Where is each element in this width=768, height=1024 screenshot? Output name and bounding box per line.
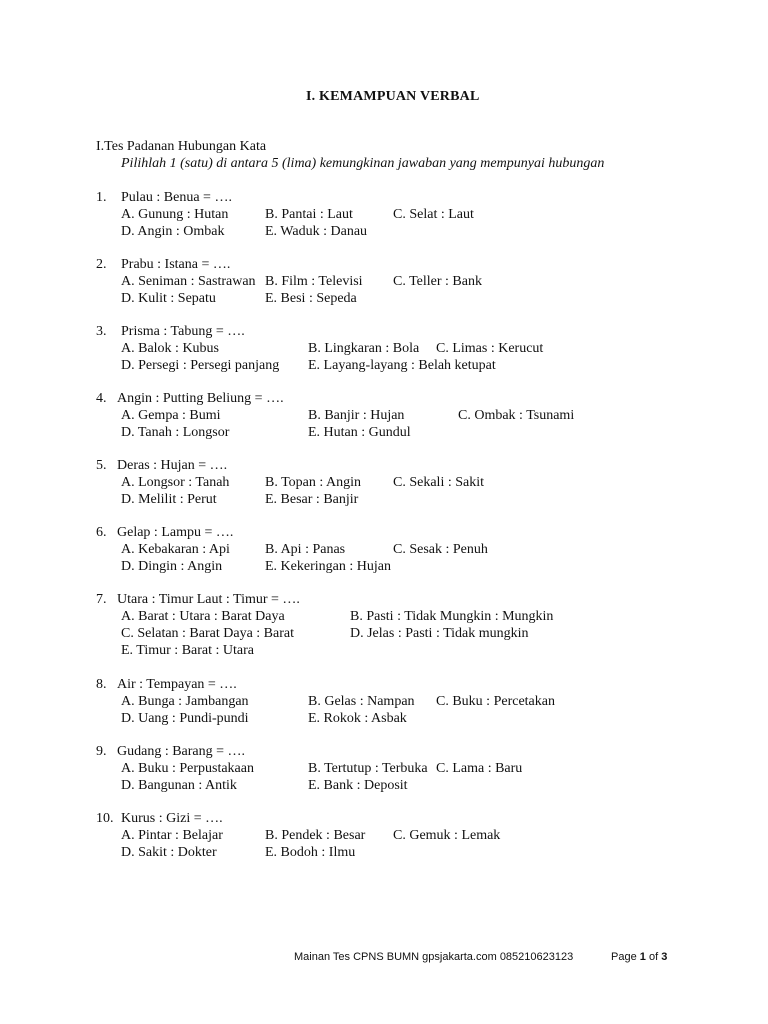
question-number: 5. xyxy=(96,458,107,473)
page-total: 3 xyxy=(661,951,668,963)
question-number: 7. xyxy=(96,592,107,607)
option-a: A. Bunga : Jambangan xyxy=(121,694,249,709)
option-e: E. Layang-layang : Belah ketupat xyxy=(308,358,496,373)
option-e: E. Bank : Deposit xyxy=(308,778,408,793)
question-prompt: Deras : Hujan = …. xyxy=(117,458,228,473)
option-c: C. Selat : Laut xyxy=(393,207,474,222)
question-prompt: Angin : Putting Beliung = …. xyxy=(117,391,284,406)
option-c: C. Gemuk : Lemak xyxy=(393,828,501,843)
option-d: D. Bangunan : Antik xyxy=(121,778,237,793)
option-b: B. Gelas : Nampan xyxy=(308,694,415,709)
page-of: of xyxy=(648,951,659,963)
option-e: E. Hutan : Gundul xyxy=(308,425,411,440)
option-c: C. Lama : Baru xyxy=(436,761,523,776)
option-b: B. Pendek : Besar xyxy=(265,828,366,843)
option-a: A. Gunung : Hutan xyxy=(121,207,229,222)
option-b: B. Topan : Angin xyxy=(265,475,361,490)
section-heading: I.Tes Padanan Hubungan Kata xyxy=(96,139,267,154)
option-b: B. Banjir : Hujan xyxy=(308,408,405,423)
question-number: 1. xyxy=(96,190,107,205)
option-a: A. Longsor : Tanah xyxy=(121,475,230,490)
option-c: C. Buku : Percetakan xyxy=(436,694,555,709)
page-label: Page xyxy=(611,951,637,963)
option-e: E. Timur : Barat : Utara xyxy=(121,643,254,658)
option-e: E. Bodoh : Ilmu xyxy=(265,845,356,860)
question-number: 10. xyxy=(96,811,114,826)
question-number: 2. xyxy=(96,257,107,272)
question-prompt: Pulau : Benua = …. xyxy=(121,190,232,205)
option-c: C. Sekali : Sakit xyxy=(393,475,484,490)
option-b: B. Pasti : Tidak Mungkin : Mungkin xyxy=(350,609,554,624)
question-number: 4. xyxy=(96,391,107,406)
option-b: B. Film : Televisi xyxy=(265,274,363,289)
instruction-text: Pilihlah 1 (satu) di antara 5 (lima) kemungkinan jawaban yang mempunyai hubungan xyxy=(121,156,605,171)
option-a: A. Kebakaran : Api xyxy=(121,542,230,557)
option-c: C. Limas : Kerucut xyxy=(436,341,544,356)
option-c: C. Teller : Bank xyxy=(393,274,482,289)
option-d: D. Tanah : Longsor xyxy=(121,425,230,440)
question-prompt: Air : Tempayan = …. xyxy=(117,677,237,692)
option-b: B. Lingkaran : Bola xyxy=(308,341,420,356)
question-number: 9. xyxy=(96,744,107,759)
option-d: D. Angin : Ombak xyxy=(121,224,225,239)
option-d: D. Sakit : Dokter xyxy=(121,845,217,860)
option-c: C. Selatan : Barat Daya : Barat xyxy=(121,626,294,641)
option-d: D. Jelas : Pasti : Tidak mungkin xyxy=(350,626,529,641)
option-a: A. Pintar : Belajar xyxy=(121,828,223,843)
option-d: D. Melilit : Perut xyxy=(121,492,217,507)
question-prompt: Gelap : Lampu = …. xyxy=(117,525,234,540)
question-prompt: Prabu : Istana = …. xyxy=(121,257,231,272)
option-d: D. Uang : Pundi-pundi xyxy=(121,711,249,726)
option-e: E. Waduk : Danau xyxy=(265,224,368,239)
question-prompt: Gudang : Barang = …. xyxy=(117,744,246,759)
page-indicator xyxy=(611,949,667,966)
page-current: 1 xyxy=(639,951,646,963)
question-prompt: Kurus : Gizi = …. xyxy=(121,811,223,826)
question-number: 6. xyxy=(96,525,107,540)
question-prompt: Utara : Timur Laut : Timur = …. xyxy=(117,592,300,607)
question-number: 3. xyxy=(96,324,107,339)
option-b: B. Tertutup : Terbuka xyxy=(308,761,428,776)
option-b: B. Api : Panas xyxy=(265,542,346,557)
option-d: D. Dingin : Angin xyxy=(121,559,223,574)
question-number: 8. xyxy=(96,677,107,692)
option-c: C. Ombak : Tsunami xyxy=(458,408,575,423)
option-b: B. Pantai : Laut xyxy=(265,207,353,222)
option-a: A. Barat : Utara : Barat Daya xyxy=(121,609,285,624)
option-a: A. Gempa : Bumi xyxy=(121,408,221,423)
option-e: E. Kekeringan : Hujan xyxy=(265,559,391,574)
footer-text: Mainan Tes CPNS BUMN gpsjakarta.com 085210623123 xyxy=(294,951,574,963)
option-e: E. Besar : Banjir xyxy=(265,492,359,507)
option-c: C. Sesak : Penuh xyxy=(393,542,488,557)
question-prompt: Prisma : Tabung = …. xyxy=(121,324,245,339)
option-e: E. Besi : Sepeda xyxy=(265,291,357,306)
page-title: I. KEMAMPUAN VERBAL xyxy=(306,89,480,104)
option-a: A. Balok : Kubus xyxy=(121,341,219,356)
option-e: E. Rokok : Asbak xyxy=(308,711,407,726)
option-d: D. Persegi : Persegi panjang xyxy=(121,358,280,373)
option-d: D. Kulit : Sepatu xyxy=(121,291,216,306)
option-a: A. Seniman : Sastrawan xyxy=(121,274,256,289)
option-a: A. Buku : Perpustakaan xyxy=(121,761,254,776)
